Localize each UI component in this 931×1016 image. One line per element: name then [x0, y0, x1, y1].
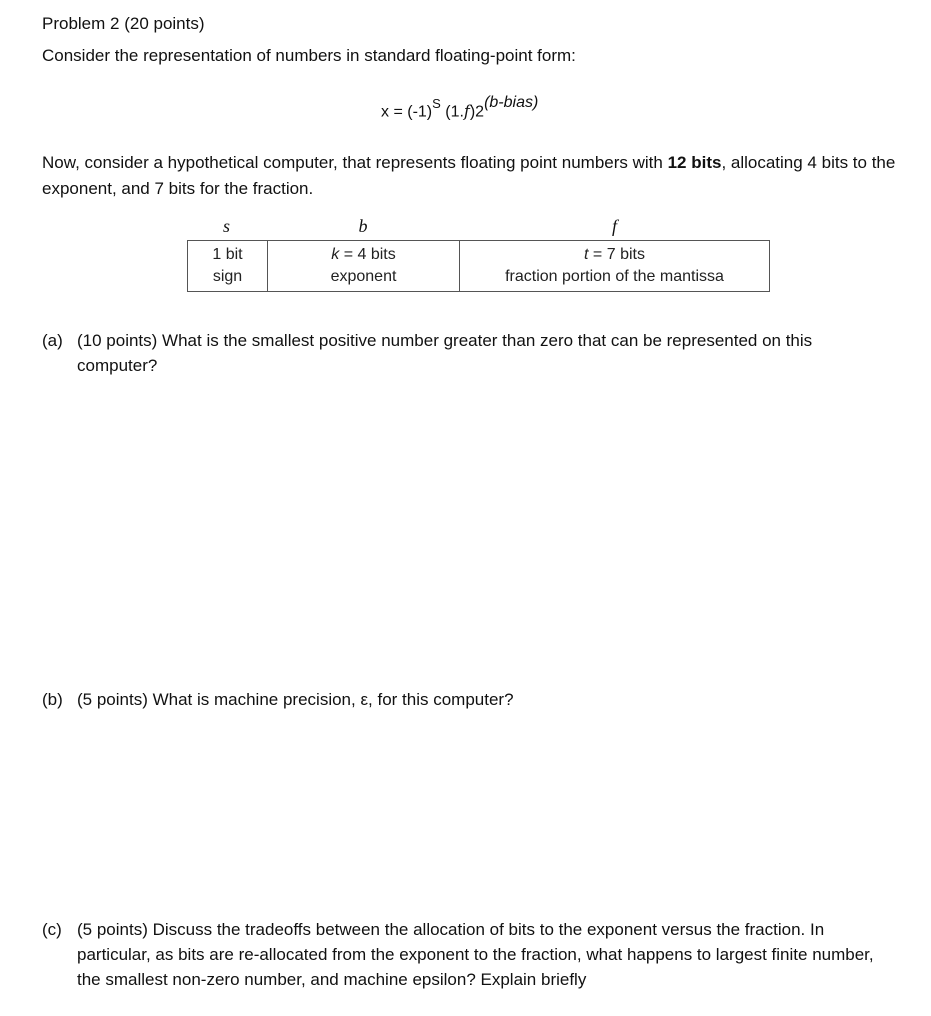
question-a-text: (10 points) What is the smallest positive number greater than zero that can be represented on this computer?	[77, 331, 813, 375]
fraction-bits-var: t	[584, 246, 589, 263]
formula-mantissa-var: f	[463, 101, 470, 121]
exponent-bits	[268, 244, 459, 266]
problem-intro: Consider the representation of numbers in standard floating-point form:	[42, 46, 576, 65]
table-header-sign: s	[222, 216, 230, 236]
formula-sign-exponent: S	[432, 96, 441, 111]
bit-allocation-table	[187, 240, 770, 292]
fraction-label: fraction portion of the mantissa	[505, 268, 724, 285]
question-a-label: (a)	[42, 331, 63, 350]
question-c-label: (c)	[42, 920, 62, 939]
sign-label: sign	[212, 268, 243, 285]
computer-description	[42, 150, 902, 202]
table-header-exponent: b	[358, 216, 368, 236]
table-cell-exponent	[267, 241, 459, 291]
table-header-fraction: f	[611, 216, 617, 236]
sign-bits: 1 bit	[212, 246, 243, 263]
description-bits-bold: 12 bits	[667, 153, 722, 172]
question-b-label: (b)	[42, 690, 63, 709]
question-a	[42, 328, 892, 378]
description-part1: Now, consider a hypothetical computer, that represents floating point numbers with	[42, 153, 668, 172]
question-c-text: (5 points) Discuss the tradeoffs between the allocation of bits to the exponent versus the fraction. In particular, as bits are re-allocated from the exponent to the fraction, what happens to largest finite number, the smallest non-zero number, and machine epsilon? Explain briefly	[77, 920, 874, 989]
formula-mantissa-close: )2	[469, 103, 485, 121]
fraction-bits-value: = 7 bits	[588, 246, 645, 263]
formula-lhs: x = (-1)	[381, 103, 433, 121]
floating-point-formula	[381, 94, 539, 121]
table-cell-fraction	[459, 241, 769, 291]
exponent-bits-var: k	[331, 246, 340, 263]
question-c	[42, 917, 892, 992]
formula-exponent: (b-bias)	[484, 94, 539, 112]
formula-mantissa-open: (1.	[445, 103, 464, 121]
exponent-label: exponent	[330, 268, 397, 285]
table-cell-sign	[188, 241, 267, 291]
question-b	[42, 687, 892, 712]
problem-title: Problem 2 (20 points)	[42, 14, 205, 33]
description-part2: , allocating 4 bits to the exponent, and 7 bits for the fraction.	[42, 153, 896, 198]
exponent-bits-value: = 4 bits	[339, 246, 396, 263]
fraction-bits	[460, 244, 769, 266]
question-b-text: (5 points) What is machine precision, ε, for this computer?	[77, 690, 514, 709]
